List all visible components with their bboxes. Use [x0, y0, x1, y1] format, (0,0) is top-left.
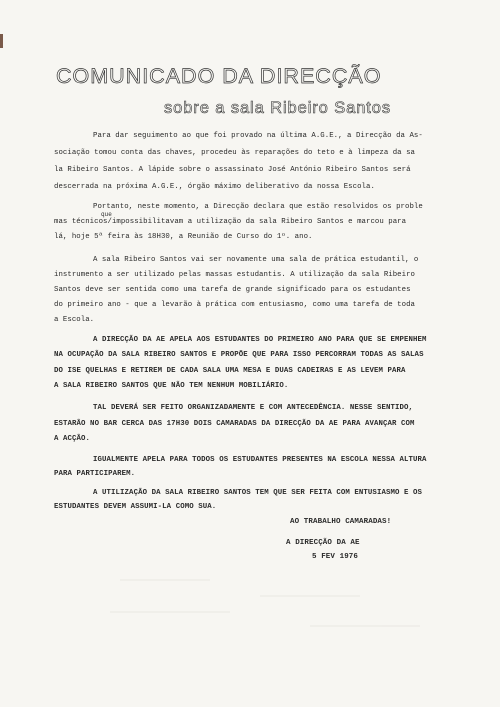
- paragraph-7-line-1: A UTILIZAÇÃO DA SALA RIBEIRO SANTOS TEM QUE SER FEITA COM ENTUSIASMO E OS: [93, 489, 423, 497]
- paragraph-4-line-1: A DIRECÇÃO DA AE APELA AOS ESTUDANTES DO PRIMEIRO ANO PARA QUE SE EMPENHEM: [93, 336, 427, 344]
- paragraph-3-line-1: A sala Ribeiro Santos vai ser novamente uma sala de prática estudantil, o: [93, 256, 419, 264]
- paragraph-5-line-1: TAL DEVERÁ SER FEITO ORGANIZADAMENTE E COM ANTECEDÊNCIA. NESSE SENTIDO,: [93, 404, 413, 412]
- signature: A DIRECÇÃO DA AE: [286, 539, 360, 547]
- paragraph-4-line-3: DO ISE QUELHAS E RETIREM DE CADA SALA UMA MESA E DUAS CADEIRAS E AS LEVEM PARA: [54, 367, 406, 375]
- paragraph-6-line-1: IGUALMENTE APELA PARA TODOS OS ESTUDANTES PRESENTES NA ESCOLA NESSA ALTURA: [93, 456, 427, 464]
- page-edge-mark: [0, 34, 3, 48]
- paragraph-2-line-2: mas técnicos/impossibilitavam a utilização da sala Ribeiro Santos e marcou para: [54, 218, 407, 226]
- paragraph-7-line-2: ESTUDANTES DEVEM ASSUMI-LA COMO SUA.: [54, 503, 217, 511]
- paragraph-4-line-4: A SALA RIBEIRO SANTOS QUE NÃO TEM NENHUM MOBILIÁRIO.: [54, 382, 289, 390]
- paragraph-2-handwritten-insert: que: [101, 211, 112, 218]
- paragraph-2-line-1: Portanto, neste momento, a Direcção declara que estão resolvidos os proble: [93, 203, 423, 211]
- paragraph-2-line-3: lá, hoje 5ª feira às 18H30, a Reunião de Curso do 1º. ano.: [54, 233, 313, 241]
- document-subtitle: sobre a sala Ribeiro Santos: [164, 99, 391, 117]
- paragraph-6-line-2: PARA PARTICIPAREM.: [54, 470, 136, 478]
- paragraph-1-line-3: la Ribeiro Santos. A lápide sobre o assassinato José António Ribeiro Santos será: [54, 166, 411, 174]
- paragraph-3-line-3: Santos deve ser sentida como uma tarefa de grande significado para os estudantes: [54, 286, 411, 294]
- paragraph-5-line-2: ESTARÃO NO BAR CERCA DAS 17H30 DOIS CAMARADAS DA DIRECÇÃO DA AE PARA AVANÇAR COM: [54, 420, 415, 428]
- document-title: COMUNICADO DA DIRECÇÃO: [56, 64, 382, 88]
- paragraph-1-line-2: sociação tomou conta das chaves, procedeu às reparações do teto e à limpeza da sa: [54, 149, 416, 157]
- closing-line: AO TRABALHO CAMARADAS!: [290, 518, 392, 526]
- paragraph-3-line-4: do primeiro ano - que a levarão à prática com entusiasmo, como uma tarefa de toda: [54, 301, 416, 309]
- paragraph-5-line-3: A ACÇÃO.: [54, 435, 91, 443]
- paragraph-3-line-5: a Escola.: [54, 316, 95, 324]
- paragraph-4-line-2: NA OCUPAÇÃO DA SALA RIBEIRO SANTOS E PROPÕE QUE PARA ISSO PERCORRAM TODAS AS SALAS: [54, 351, 424, 359]
- paragraph-3-line-2: instrumento a ser utilizado pelas massas estudantis. A utilização da sala Ribeiro: [54, 271, 416, 279]
- document-date: 5 FEV 1976: [312, 553, 359, 561]
- paragraph-1-line-4: descerrada na próxima A.G.E., órgão máximo deliberativo da nossa Escola.: [54, 183, 375, 191]
- paragraph-1-line-1: Para dar seguimento ao que foi provado na última A.G.E., a Direcção da As-: [93, 132, 423, 140]
